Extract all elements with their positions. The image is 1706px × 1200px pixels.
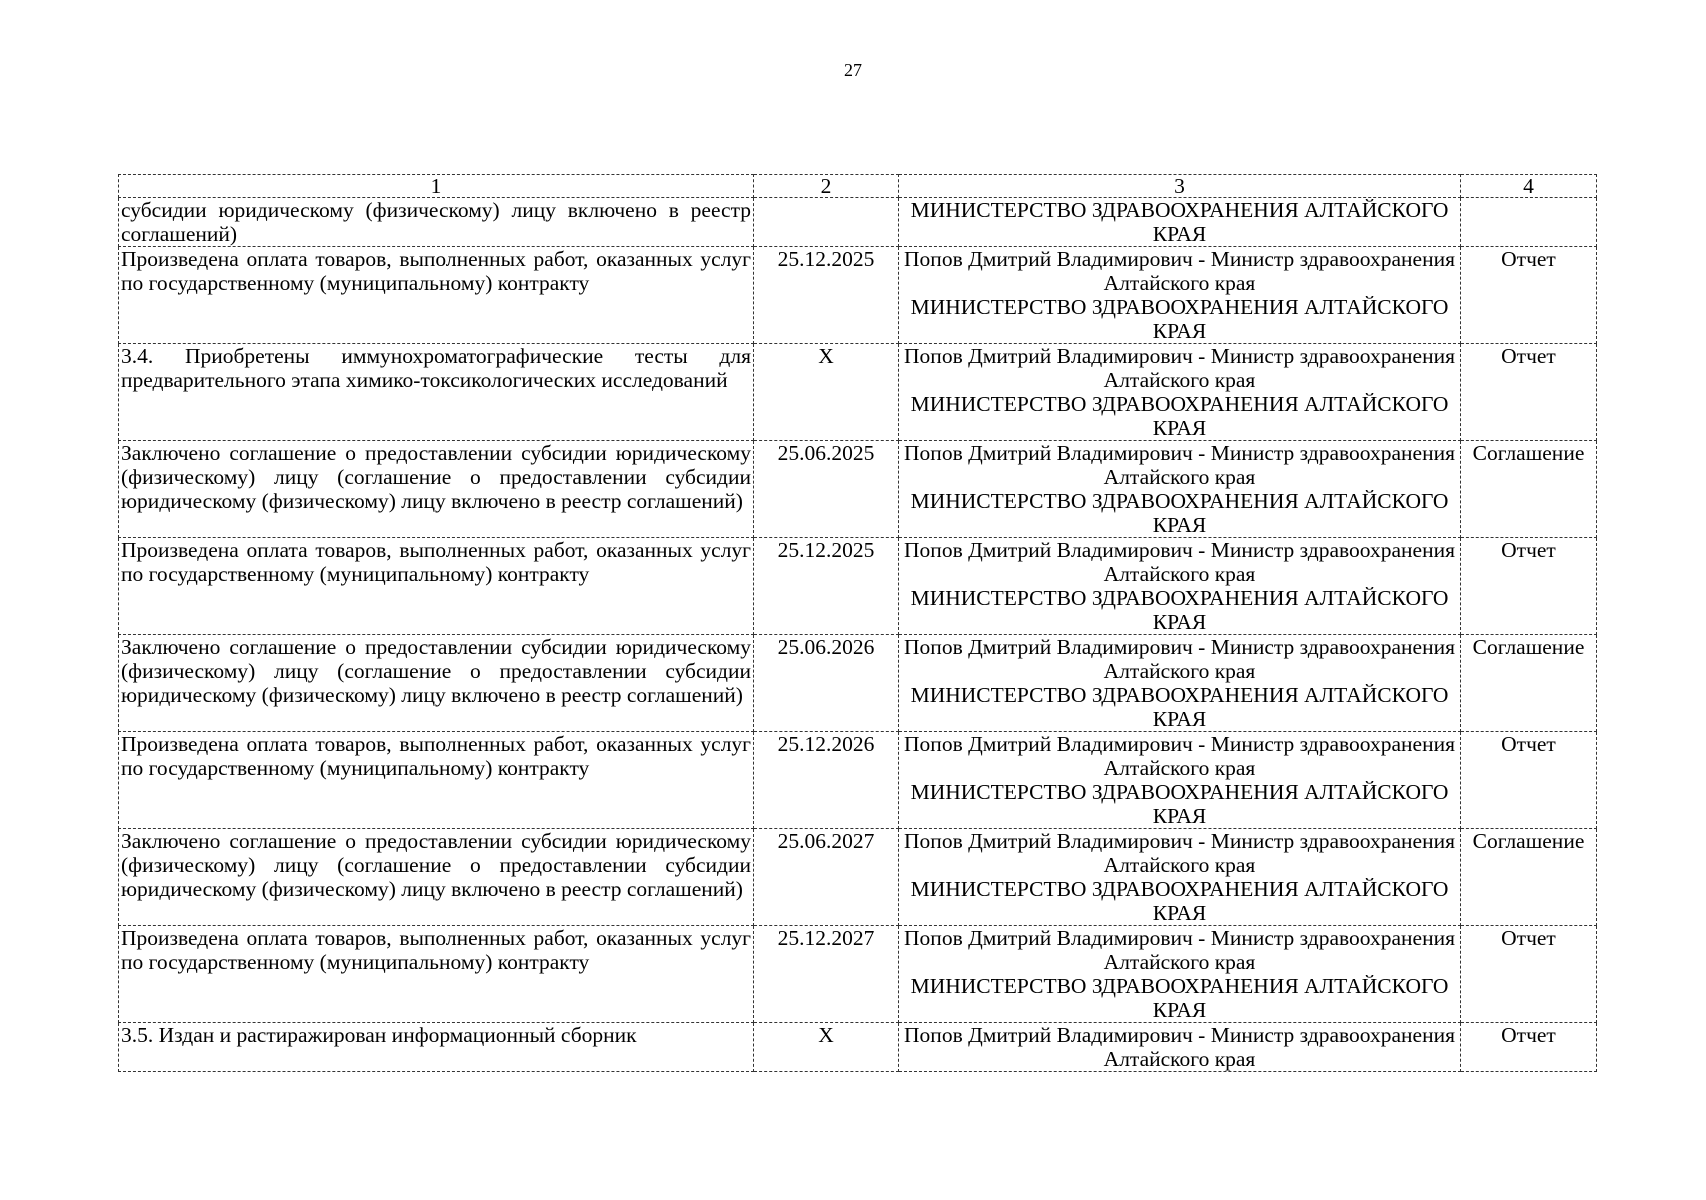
event-description: 3.4. Приобретены иммунохроматографические тесты для предварительного этапа химико-токсикологических исследований bbox=[119, 344, 754, 441]
responsible-cell bbox=[899, 344, 1461, 441]
table-row bbox=[119, 635, 1597, 732]
event-description: 3.5. Издан и растиражирован информационный сборник bbox=[119, 1023, 754, 1072]
event-date: 25.06.2025 bbox=[754, 441, 899, 538]
responsible-person: Попов Дмитрий Владимирович - Министр здравоохранения Алтайского края bbox=[904, 635, 1455, 683]
event-date bbox=[754, 198, 899, 247]
schedule-table bbox=[118, 174, 1597, 1072]
responsible-cell bbox=[899, 538, 1461, 635]
responsible-cell bbox=[899, 635, 1461, 732]
responsible-cell bbox=[899, 926, 1461, 1023]
responsible-person: Попов Дмитрий Владимирович - Министр здравоохранения Алтайского края bbox=[904, 441, 1455, 489]
event-date: 25.06.2027 bbox=[754, 829, 899, 926]
responsible-person: Попов Дмитрий Владимирович - Министр здравоохранения Алтайского края bbox=[904, 829, 1455, 877]
responsible-organization: МИНИСТЕРСТВО ЗДРАВООХРАНЕНИЯ АЛТАЙСКОГО КРАЯ bbox=[910, 392, 1449, 440]
responsible-organization: МИНИСТЕРСТВО ЗДРАВООХРАНЕНИЯ АЛТАЙСКОГО КРАЯ bbox=[910, 586, 1449, 634]
table-row bbox=[119, 926, 1597, 1023]
event-description: Заключено соглашение о предоставлении субсидии юридическому (физическому) лицу (соглашение о предоставлении субсидии юридическому (физическому) лицу включено в реестр соглашений) bbox=[119, 829, 754, 926]
responsible-cell bbox=[899, 1023, 1461, 1072]
responsible-person: Попов Дмитрий Владимирович - Министр здравоохранения Алтайского края bbox=[904, 926, 1455, 974]
document-type: Соглашение bbox=[1461, 635, 1597, 732]
table-header-row bbox=[119, 175, 1597, 198]
table-row bbox=[119, 829, 1597, 926]
table-row bbox=[119, 198, 1597, 247]
table-row bbox=[119, 732, 1597, 829]
document-type: Соглашение bbox=[1461, 829, 1597, 926]
event-date: 25.12.2025 bbox=[754, 247, 899, 344]
event-description: Произведена оплата товаров, выполненных работ, оказанных услуг по государственному (муниципальному) контракту bbox=[119, 732, 754, 829]
responsible-person: Попов Дмитрий Владимирович - Министр здравоохранения Алтайского края bbox=[904, 538, 1455, 586]
event-description: Произведена оплата товаров, выполненных работ, оказанных услуг по государственному (муниципальному) контракту bbox=[119, 247, 754, 344]
responsible-organization: МИНИСТЕРСТВО ЗДРАВООХРАНЕНИЯ АЛТАЙСКОГО КРАЯ bbox=[910, 780, 1449, 828]
responsible-person: Попов Дмитрий Владимирович - Министр здравоохранения Алтайского края bbox=[904, 247, 1455, 295]
document-type: Соглашение bbox=[1461, 441, 1597, 538]
responsible-organization: МИНИСТЕРСТВО ЗДРАВООХРАНЕНИЯ АЛТАЙСКОГО КРАЯ bbox=[910, 295, 1449, 343]
responsible-cell bbox=[899, 198, 1461, 247]
responsible-organization: МИНИСТЕРСТВО ЗДРАВООХРАНЕНИЯ АЛТАЙСКОГО КРАЯ bbox=[910, 683, 1449, 731]
page-number: 27 bbox=[844, 60, 862, 80]
table-row bbox=[119, 344, 1597, 441]
responsible-organization: МИНИСТЕРСТВО ЗДРАВООХРАНЕНИЯ АЛТАЙСКОГО КРАЯ bbox=[910, 974, 1449, 1022]
document-type bbox=[1461, 198, 1597, 247]
event-description: Заключено соглашение о предоставлении субсидии юридическому (физическому) лицу (соглашение о предоставлении субсидии юридическому (физическому) лицу включено в реестр соглашений) bbox=[119, 441, 754, 538]
event-date: 25.12.2026 bbox=[754, 732, 899, 829]
column-header-4: 4 bbox=[1461, 175, 1597, 198]
table-row bbox=[119, 247, 1597, 344]
document-type: Отчет bbox=[1461, 247, 1597, 344]
responsible-person: Попов Дмитрий Владимирович - Министр здравоохранения Алтайского края bbox=[904, 732, 1455, 780]
table-row bbox=[119, 441, 1597, 538]
event-date: X bbox=[754, 1023, 899, 1072]
event-date: 25.12.2027 bbox=[754, 926, 899, 1023]
event-description: субсидии юридическому (физическому) лицу включено в реестр соглашений) bbox=[119, 198, 754, 247]
table-row bbox=[119, 538, 1597, 635]
column-header-1: 1 bbox=[119, 175, 754, 198]
event-date: X bbox=[754, 344, 899, 441]
document-type: Отчет bbox=[1461, 926, 1597, 1023]
document-type: Отчет bbox=[1461, 538, 1597, 635]
responsible-cell bbox=[899, 732, 1461, 829]
column-header-3: 3 bbox=[899, 175, 1461, 198]
event-date: 25.12.2025 bbox=[754, 538, 899, 635]
responsible-person: Попов Дмитрий Владимирович - Министр здравоохранения Алтайского края bbox=[904, 1023, 1455, 1071]
column-header-2: 2 bbox=[754, 175, 899, 198]
document-type: Отчет bbox=[1461, 1023, 1597, 1072]
responsible-cell bbox=[899, 829, 1461, 926]
responsible-cell bbox=[899, 441, 1461, 538]
document-type: Отчет bbox=[1461, 344, 1597, 441]
responsible-organization: МИНИСТЕРСТВО ЗДРАВООХРАНЕНИЯ АЛТАЙСКОГО КРАЯ bbox=[910, 489, 1449, 537]
table-row bbox=[119, 1023, 1597, 1072]
event-date: 25.06.2026 bbox=[754, 635, 899, 732]
responsible-organization: МИНИСТЕРСТВО ЗДРАВООХРАНЕНИЯ АЛТАЙСКОГО КРАЯ bbox=[910, 877, 1449, 925]
event-description: Произведена оплата товаров, выполненных работ, оказанных услуг по государственному (муниципальному) контракту bbox=[119, 926, 754, 1023]
event-description: Произведена оплата товаров, выполненных работ, оказанных услуг по государственному (муниципальному) контракту bbox=[119, 538, 754, 635]
responsible-organization: МИНИСТЕРСТВО ЗДРАВООХРАНЕНИЯ АЛТАЙСКОГО КРАЯ bbox=[910, 198, 1449, 246]
responsible-person: Попов Дмитрий Владимирович - Министр здравоохранения Алтайского края bbox=[904, 344, 1455, 392]
document-type: Отчет bbox=[1461, 732, 1597, 829]
event-description: Заключено соглашение о предоставлении субсидии юридическому (физическому) лицу (соглашение о предоставлении субсидии юридическому (физическому) лицу включено в реестр соглашений) bbox=[119, 635, 754, 732]
responsible-cell bbox=[899, 247, 1461, 344]
